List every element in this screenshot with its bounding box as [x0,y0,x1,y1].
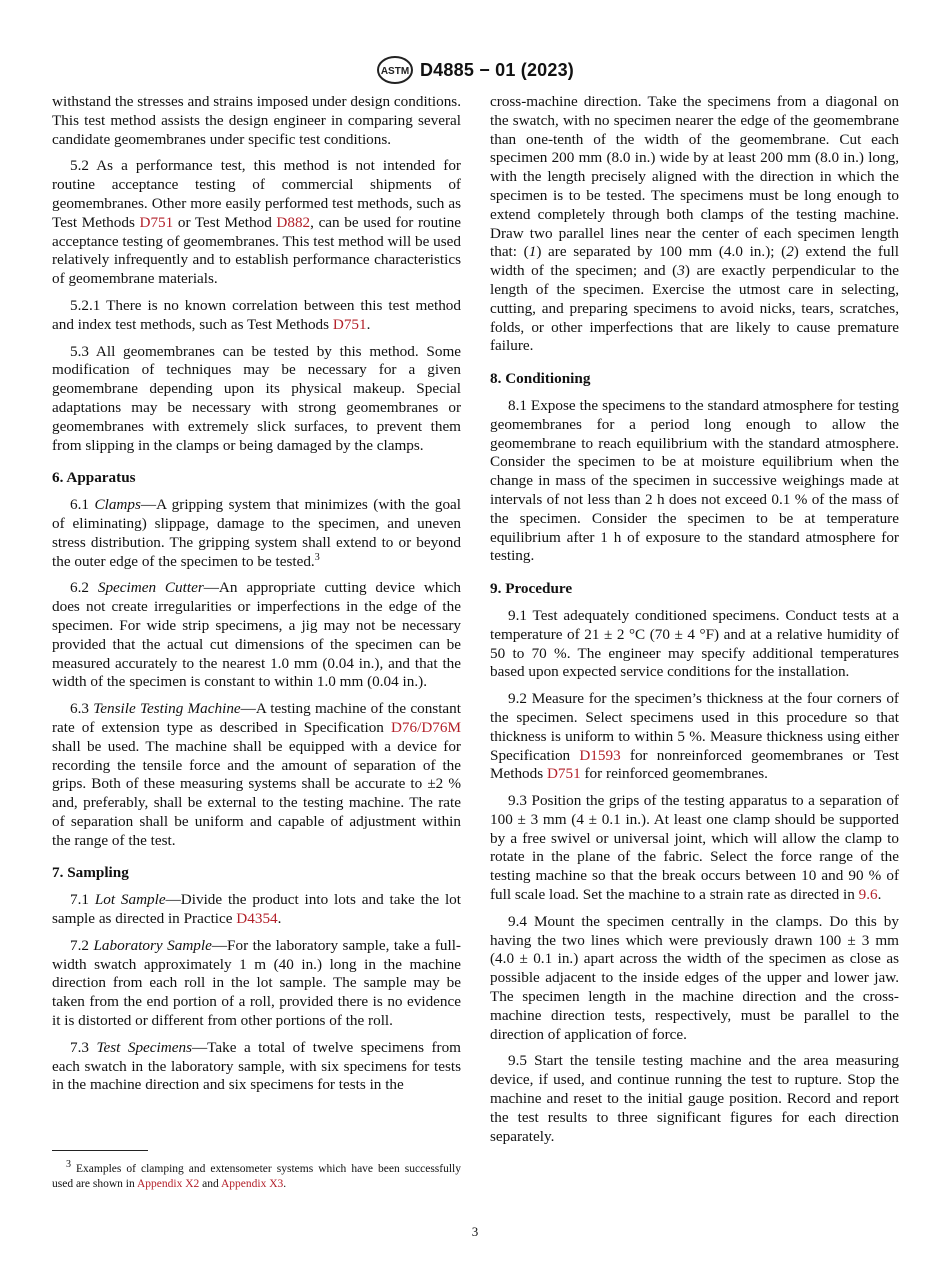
link-d76[interactable]: D76/D76M [390,718,461,736]
right-column [490,93,899,1154]
link-d751[interactable]: D751 [139,213,174,231]
paragraph-9-3 [490,792,899,905]
link-9-6[interactable]: 9.6 [858,886,878,904]
section-heading-conditioning: 8. Conditioning [490,370,591,388]
page-number: 3 [471,1224,479,1239]
footnote-number: 3 [66,1159,71,1171]
paragraph-5-2 [52,157,461,289]
link-d882[interactable]: D882 [276,213,311,231]
paragraph-7-3 [52,1039,461,1095]
link-appendix-x3[interactable]: Appendix X3 [221,1178,284,1190]
paragraph-9-2 [490,690,899,784]
text: 7.3 [70,1038,97,1056]
term: Test Specimens [96,1038,192,1056]
text: Examples of clamping and extensometer systems which have been successfully used are shown in [52,1163,461,1190]
text: 6.2 [70,579,98,597]
text: ) are separated by 100 mm (4.0 in.); ( [536,243,787,261]
astm-logo-icon [376,55,414,85]
text: —An appropriate cutting device which does not create irregularities or imperfections in the edge of the specimen. For wide strip specimens, a jig may not be necessary provided that the actual cut dimensions of the specimen can be measured accurately to the nearest 1.0 mm (0.04 in.), and that the width of the specimen is constant to within 1.0 mm (0.04 in.). [52,579,462,691]
left-column [52,93,461,1103]
text: —Take a total of twelve specimens from each swatch in the laboratory sample, with six specimens for tests in the machine direction and six specimens for tests in the [52,1038,462,1094]
text: cross-machine direction. Take the specimens from a diagonal on the swatch, with no specimen nearer the edge of the geomembrane than one-tenth of the width of the geomembrane. Cut each specimen 200 mm (8.0 in.) wide by at least 200 mm (8.0 in.) long, with the length precisely aligned with the direction in which the specimen is to be tested. The specimens must be long enough to extend completely through both clamps of the testing machine. Draw two parallel lines near the center of each specimen length that: ( [490,93,899,261]
text: 7.2 [70,936,94,954]
text: 6.1 [70,496,95,514]
link-d751[interactable]: D751 [332,315,367,333]
enum: 2 [786,243,794,261]
paragraph-5-1-cont: withstand the stresses and strains imposed under design conditions. This test method assists the design engineer in comparing several candidate geomembranes under specific test conditions. [52,93,461,148]
footnote-divider [52,1150,148,1151]
paragraph-6-1 [52,496,461,571]
paragraph-8-1: 8.1 Expose the specimens to the standard atmosphere for testing geomembranes for a period long enough to allow the geomembrane to reach equilibrium with the standard atmosphere. Consider the specimen to be at moisture equilibrium when the change in mass of the specimen in successive weighings made at intervals of not less than 2 h does not exceed 0.1 % of the mass of the specimen. Consider the specimen to be at temperature equilibrium after 1 h of exposure to the standard atmosphere for testing. [490,396,899,565]
text: for nonreinforced geomembranes or Test Methods [490,746,899,783]
text: and [199,1178,221,1190]
paragraph-9-5: 9.5 Start the tensile testing machine and the area measuring device, if used, and continue running the test to rupture. Stop the machine and reset to the initial gauge position. Record and report the test results to three significant figures for each direction separately. [490,1052,899,1145]
paragraph-7-3-cont [490,93,899,356]
link-d4354[interactable]: D4354 [236,910,278,928]
paragraph-6-2 [52,579,461,692]
paragraph-9-4: 9.4 Mount the specimen centrally in the clamps. Do this by having the two lines which were previously drawn 100 ± 3 mm (4.0 ± 0.1 in.) apart across the width of the specimen as close as possible adjacent to the inside edges of the upper and lower jaw. The specimen length in the machine direction and the cross-machine direction tests, respectively, must be parallel to the direction of application of force. [490,912,899,1043]
text: . [277,910,282,928]
text: , can be used for routine acceptance testing of geomembranes. This test method will be used relatively infrequently and to establish performance characteristics of geomembrane materials. [52,213,461,288]
term: Tensile Testing Machine [93,700,241,718]
astm-logo-text: ASTM [380,66,410,77]
text: —For the laboratory sample, take a full-width swatch approximately 1 m (40 in.) long in the machine direction from each roll in the lot sample. The sample may be taken from the end portion of a roll, provided there is no evidence it is distorted or different from other portions of the roll. [52,936,461,1030]
section-heading-procedure: 9. Procedure [490,580,573,598]
text: —Divide the product into lots and take the lot sample as directed in Practice [52,891,461,928]
text: . [283,1178,287,1190]
term: Specimen Cutter [97,579,204,597]
enum: 1 [528,243,537,261]
text: ) are exactly perpendicular to the length of the specimen. Exercise the utmost care in selecting, cutting, and preparing specimens to avoid nicks, tears, scratches, folds, or other imperfections that are likely to cause premature failure. [490,262,899,355]
footnote-ref[interactable]: 3 [314,551,320,563]
text: ) extend the full width of the specimen; and ( [490,243,899,280]
text: 5.2.1 There is no known correlation between this test method and index test methods, such as Test Methods [52,296,461,333]
text: 9.3 Position the grips of the testing apparatus to a separation of 100 ± 3 mm (4 ± 0.1 in.). At least one clamp should be supported by a free swivel or universal joint, which will allow the clamp to rotate in the plane of the fabric. Select the force range of the testing machine so that the break occurs between 10 and 90 % of full scale load. Set the machine to a strain rate as directed in [490,792,899,904]
text: . [877,886,882,904]
paragraph-9-1: 9.1 Test adequately conditioned specimens. Conduct tests at a temperature of 21 ± 2 °C (70 ± 4 °F) and at a relative humidity of 50 to 70 %. The engineer may specify additional temperatures based upon expected service conditions for the installation. [490,606,899,681]
link-d751[interactable]: D751 [546,765,581,783]
text: —A testing machine of the constant rate of extension type as described in Specification [52,700,461,736]
text: 6.3 [70,700,94,718]
text: 7.1 [70,891,95,909]
page-header [0,54,950,86]
text: . [366,315,371,333]
paragraph-5-2-1 [52,297,461,335]
text: 9.2 Measure for the specimen’s thickness at the four corners of the specimen. Select specimens used in this procedure so that thickness is uniform to within 5 %. Measure thickness using either Specification [490,690,899,764]
section-heading-sampling: 7. Sampling [52,864,129,882]
text: 5.2 As a performance test, this method is not intended for routine acceptance testing of commercial shipments of geomembranes. Other more easily performed test methods, such as Test Methods [52,157,461,231]
section-heading-apparatus: 6. Apparatus [52,469,136,487]
term: Lot Sample [94,891,166,909]
term: Clamps [94,496,141,514]
text: —A gripping system that minimizes (with the goal of eliminating) slippage, damage to the specimen, and uneven stress distribution. The gripping system shall extend to or beyond the outer edge of the specimen to be tested. [52,496,462,570]
enum: 3 [677,262,685,280]
paragraph-6-3 [52,700,461,850]
term: Laboratory Sample [93,936,212,954]
text: for reinforced geomembranes. [580,765,768,783]
footnote-3 [52,1159,461,1192]
document-id: D4885 − 01 (2023) [419,59,574,80]
paragraph-5-3: 5.3 All geomembranes can be tested by this method. Some modification of techniques may be necessary for a given geomembrane depending upon its physical makeup. Special adaptations may be necessary with strong geomembranes or geomembranes with extremely slick surfaces, to prevent them from slipping in the clamps or being damaged by the clamps. [52,342,461,454]
text: shall be used. The machine shall be equipped with a device for recording the tensile force and the amount of separation of the grips. Both of these measuring systems shall be accurate to ±2 % and, preferably, shall be external to the testing machine. The rate of separation shall be uniform and capable of adjustment within the range of the test. [52,737,461,849]
paragraph-7-1 [52,891,461,929]
link-d1593[interactable]: D1593 [579,746,621,764]
paragraph-7-2 [52,937,461,1031]
text: or Test Method [173,213,277,231]
link-appendix-x2[interactable]: Appendix X2 [136,1178,200,1190]
